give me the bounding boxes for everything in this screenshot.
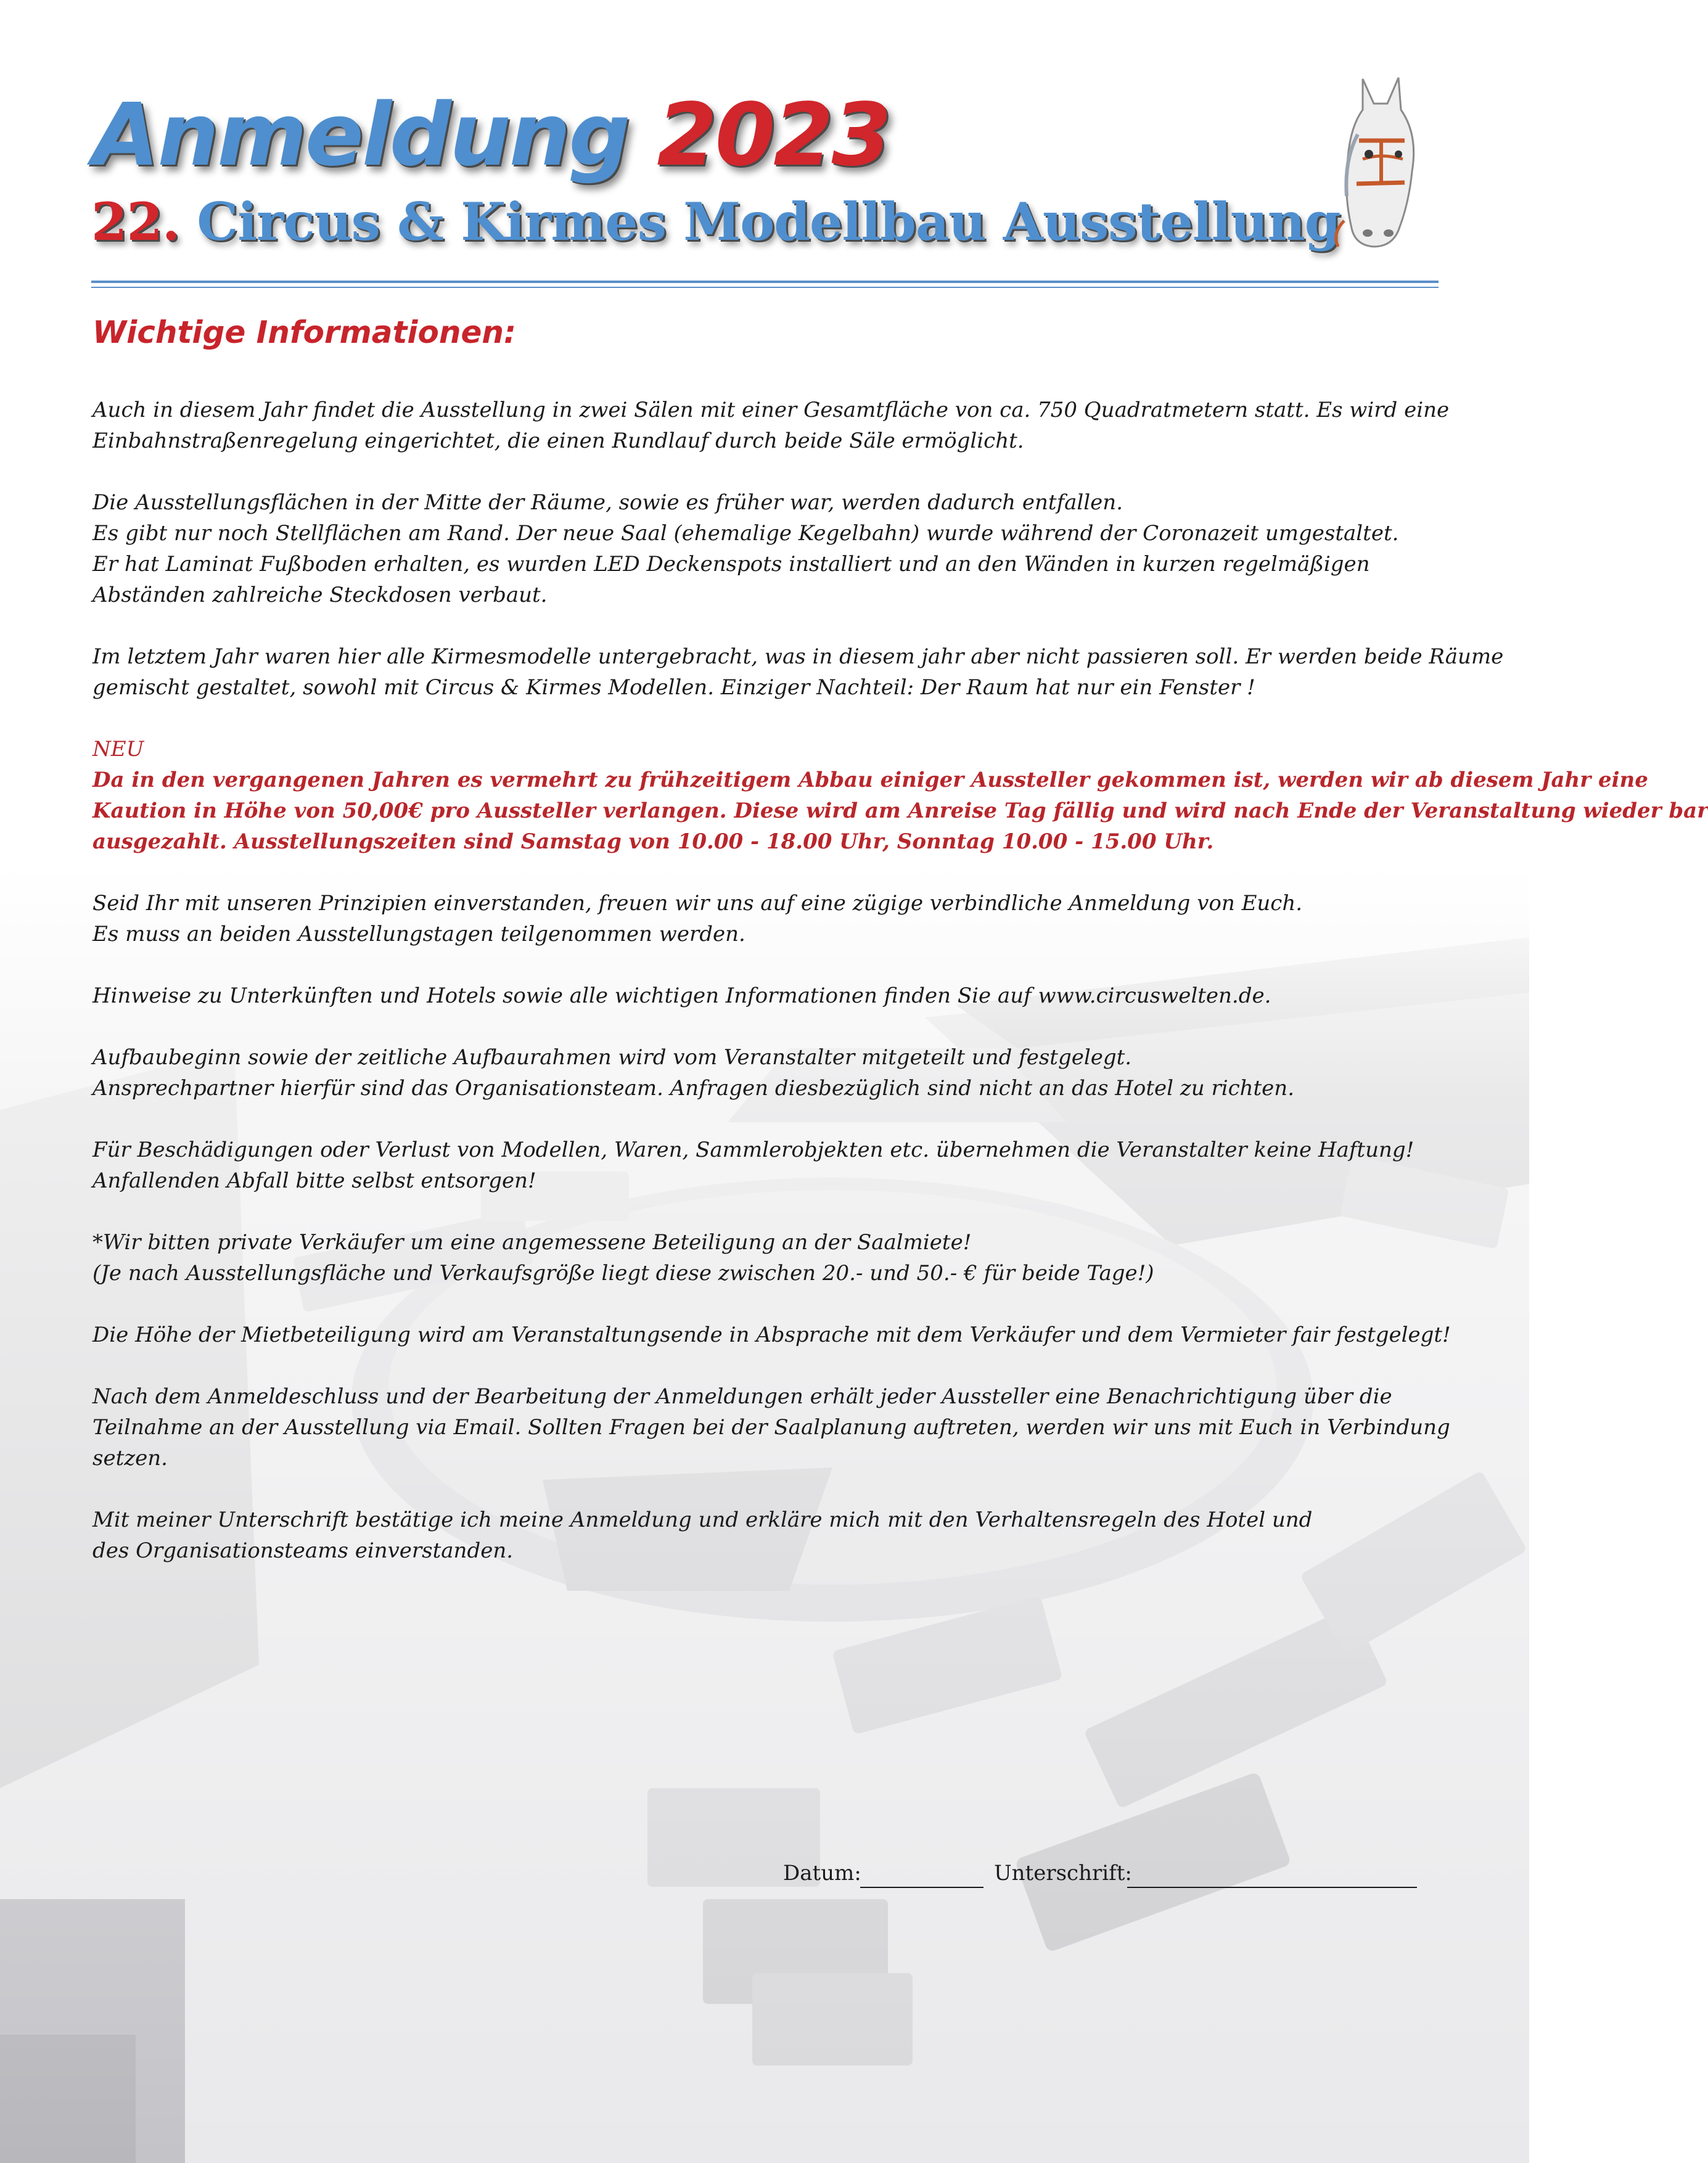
title-year: 2023 [657, 85, 890, 186]
paragraph-confirmation [92, 1504, 1443, 1566]
paragraph-last-year [92, 641, 1504, 703]
text-line: Nach dem Anmeldeschluss und der Bearbeitung der Anmeldungen erhält jeder Aussteller eine Benachrichtigung über die [92, 1384, 1392, 1409]
page-title [92, 85, 890, 186]
section-heading: Wichtige Informationen: [92, 314, 516, 350]
text-line: ausgezahlt. Ausstellungszeiten sind Samstag von 10.00 - 18.00 Uhr, Sonntag 10.00 - 15.00 Uhr. [92, 829, 1214, 854]
signature-label: Unterschrift: [994, 1861, 1132, 1886]
text-line: *Wir bitten private Verkäufer um eine angemessene Beteiligung an der Saalmiete! [92, 1230, 972, 1255]
text-line: Seid Ihr mit unseren Prinzipien einverstanden, freuen wir uns auf eine zügige verbindliche Anmeldung von Euch. [92, 891, 1303, 916]
text-line: Aufbaubeginn sowie der zeitliche Aufbaurahmen wird vom Veranstalter mitgeteilt und festgelegt. [92, 1045, 1132, 1070]
paragraph-notification [92, 1381, 1450, 1474]
date-field[interactable] [860, 1887, 983, 1888]
text-line: Für Beschädigungen oder Verlust von Modellen, Waren, Sammlerobjekten etc. übernehmen die Veranstalter keine Haftung! [92, 1138, 1414, 1162]
paragraph-setup [92, 1042, 1443, 1104]
text-line: (Je nach Ausstellungsfläche und Verkaufsgröße liegt diese zwischen 20.- und 50.- € für beide Tage!) [92, 1261, 1154, 1286]
paragraph-halls [92, 395, 1450, 456]
paragraph-rent-share [92, 1320, 1451, 1350]
text-line: Die Ausstellungsflächen in der Mitte der Räume, sowie es früher war, werden dadurch entfallen. [92, 490, 1123, 515]
horse-head-icon [1320, 67, 1437, 252]
title-word: Anmeldung [92, 85, 629, 186]
paragraph-hotels [92, 980, 1443, 1011]
text-line: Es muss an beiden Ausstellungstagen teilgenommen werden. [92, 922, 745, 946]
header-rule-thin [91, 287, 1439, 288]
paragraph-principles [92, 888, 1443, 950]
subtitle-text: Circus & Kirmes Modellbau Ausstellung [197, 191, 1341, 252]
signature-field[interactable] [1127, 1887, 1417, 1888]
text-line: Er hat Laminat Fußboden erhalten, es wurden LED Deckenspots installiert und an den Wänden in kurzen regelmäßigen [92, 552, 1370, 577]
text-line: Da in den vergangenen Jahren es vermehrt zu frühzeitigem Abbau einiger Aussteller gekommen ist, werden wir ab diesem Jahr eine [92, 768, 1648, 792]
subtitle-number: 22. [91, 191, 180, 252]
paragraph-new-deposit [92, 734, 1708, 857]
date-label: Datum: [783, 1861, 861, 1886]
text-line: setzen. [92, 1446, 168, 1471]
page-subtitle [91, 191, 1341, 252]
text-line: Kaution in Höhe von 50,00€ pro Aussteller verlangen. Diese wird am Anreise Tag fällig und wird nach Ende der Veranstaltung wieder bar [92, 798, 1708, 823]
text-line: des Organisationsteams einverstanden. [92, 1538, 514, 1563]
text-line: Einbahnstraßenregelung eingerichtet, die einen Rundlauf durch beide Säle ermöglicht. [92, 429, 1024, 453]
text-line: Die Höhe der Mietbeteiligung wird am Veranstaltungsende in Absprache mit dem Verkäufer und dem Vermieter fair festgelegt! [92, 1323, 1451, 1347]
text-line: NEU [92, 737, 144, 761]
text-line: Ansprechpartner hierfür sind das Organisationsteam. Anfragen diesbezüglich sind nicht an das Hotel zu richten. [92, 1076, 1295, 1101]
header-rule-thick [91, 281, 1439, 283]
text-line: Abständen zahlreiche Steckdosen verbaut. [92, 583, 548, 607]
paragraph-liability [92, 1135, 1443, 1196]
paragraph-exhibition-areas [92, 487, 1443, 610]
text-line: gemischt gestaltet, sowohl mit Circus & Kirmes Modellen. Einziger Nachteil: Der Raum hat nur ein Fenster ! [92, 675, 1255, 700]
text-line: Teilnahme an der Ausstellung via Email. Sollten Fragen bei der Saalplanung auftreten, werden wir uns mit Euch in Verbindung [92, 1415, 1450, 1440]
text-line: Mit meiner Unterschrift bestätige ich meine Anmeldung und erkläre mich mit den Verhaltensregeln des Hotel und [92, 1508, 1313, 1532]
paragraph-private-sellers [92, 1227, 1443, 1289]
text-line: Im letztem Jahr waren hier alle Kirmesmodelle untergebracht, was in diesem jahr aber nicht passieren soll. Er werden beide Räume [92, 644, 1504, 669]
information-text [92, 395, 1708, 1597]
text-line: Es gibt nur noch Stellflächen am Rand. Der neue Saal (ehemalige Kegelbahn) wurde während der Coronazeit umgestaltet. [92, 521, 1399, 546]
text-line: Anfallenden Abfall bitte selbst entsorgen! [92, 1168, 536, 1193]
text-line: Hinweise zu Unterkünften und Hotels sowie alle wichtigen Informationen finden Sie auf www.circuswelten.de. [92, 983, 1271, 1008]
text-line: Auch in diesem Jahr findet die Ausstellung in zwei Sälen mit einer Gesamtfläche von ca. 750 Quadratmetern statt. Es wird eine [92, 398, 1450, 422]
